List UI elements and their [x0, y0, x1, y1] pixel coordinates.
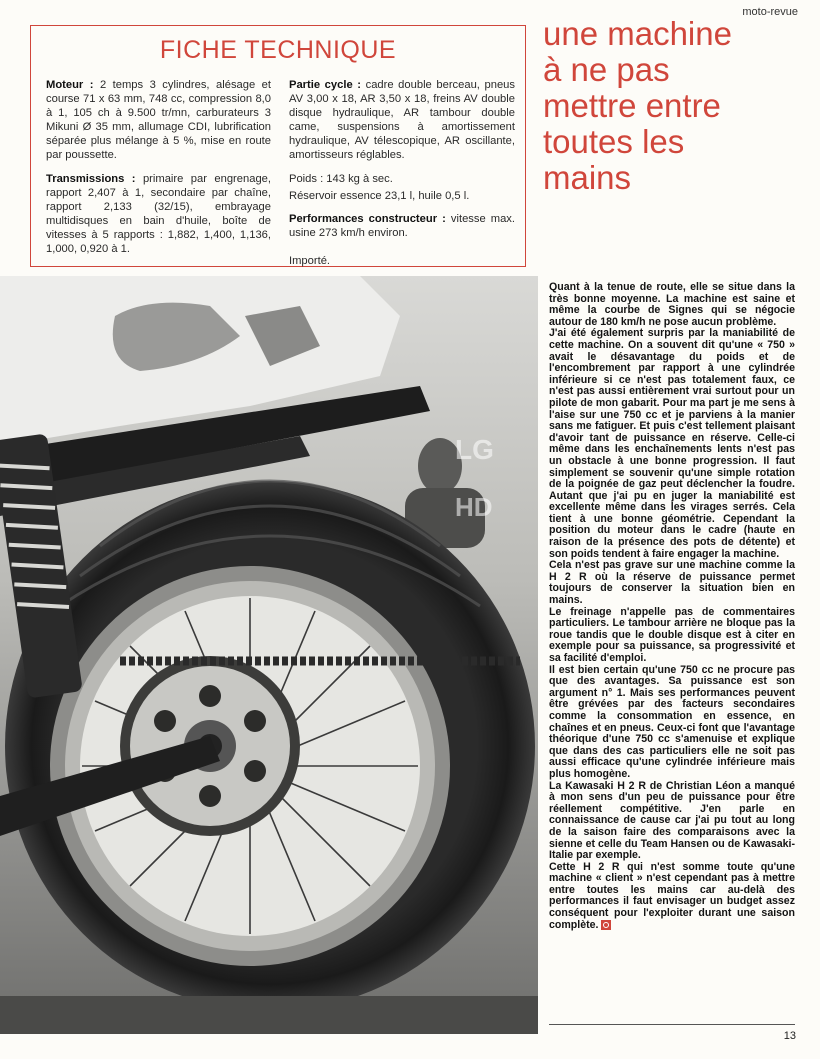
article-paragraph: Quant à la tenue de route, elle se situe dans la très bonne moyenne. La machine est saine et même la courbe de Signes qui se négocie autour de 180 km/h ne pose aucun problème.	[549, 281, 795, 328]
headline-line: toutes les	[543, 123, 685, 160]
article-paragraph: Cela n'est pas grave sur une machine comme la H 2 R où la réserve de puissance permet toujours de conserver la situation bien en mains.	[549, 559, 795, 607]
reservoir-spec: Réservoir essence 23,1 l, huile 0,5 l.	[289, 189, 470, 202]
transmissions-spec	[46, 172, 271, 257]
headline-line: mains	[543, 159, 632, 196]
performances-spec	[289, 212, 515, 240]
magazine-name: moto-revue	[742, 6, 798, 18]
performances-text: vitesse max. usine 273 km/h environ.	[289, 212, 516, 239]
article-paragraph: Le freinage n'appelle pas de commentaires particuliers. Le tambour arrière ne bloque pas la roue tandis que le double disque est à citer en exemple pour sa puissance, sa progressivité et sa facilité d'emploi.	[549, 605, 795, 664]
transmissions-text: primaire par engrenage, rapport 2,407 à 1, secondaire par chaîne, rapport 2,133 (32/15), embrayage multidisques en bain d'huile, boîte de vitesses à 5 rapports : 1,882, 1,400, 1,136, 1,000, 0,920 à 1.	[46, 172, 272, 256]
fiche-technique-box	[30, 25, 526, 267]
page-number: 13	[783, 1030, 796, 1042]
motorcycle-rear-wheel-photo	[0, 276, 538, 1034]
partie-cycle-text: cadre double berceau, pneus AV 3,00 x 18, AR 3,50 x 18, freins AV double disque hydraulique, AR tambour double came, suspensions à amortissement hydraulique, AV télescopique, AR oscillante, amortisseurs réglables.	[289, 79, 515, 162]
photo-drawing	[0, 276, 538, 1034]
transmissions-label: Transmissions :	[46, 172, 136, 185]
article-body	[549, 282, 795, 931]
article-paragraph: J'ai été également surpris par la maniabilité de cette machine. On a souvent dit qu'une « 750 » avait le désavantage du poids et de l'encombrement par rapport à une cylindrée inférieure si ce n'est pas totalement faux, ce n'est pas aussi entièrement vrai surtout pour un pilote de mon gabarit. Pour ma part je me sens à l'aise sur une 750 cc et je parviens à la manier sans me fatiguer. Et puis c'est tellement plaisant d'avoir tant de puissance en réserve. Celle-ci même dans les enchaînements lents n'est pas un obstacle à une bonne progression. Il faut simplement se souvenir qu'une simple rotation de la poignée de gaz peut déclencher la foudre. Autant que j'ai pu en juger la maniabilité est excellente même dans les virages serrés. Cela tient à une bonne géométrie. Cependant la position du moteur dans le cadre (haute en raison de la présence des pots de détente) et son poids tendent à faire engager la machine.	[549, 327, 795, 560]
headline-line: mettre entre	[543, 87, 721, 124]
article-paragraph: Il est bien certain qu'une 750 cc ne procure pas que des avantages. Sa puissance est son argument n° 1. Mais ses performances peuvent être grévées par des facteurs secondaires comme la consommation en essence, en chaînes et en pneus. Ceux-ci font que l'avantage théorique d'une 750 cc s'amenuise et explique que dans des cas particuliers elle ne soit pas aussi efficace qu'une cylindrée inférieure mais plus homogène.	[549, 663, 795, 780]
headline-line: à ne pas	[543, 51, 670, 88]
watermark-hd: HD	[455, 492, 493, 522]
article-paragraph: La Kawasaki H 2 R de Christian Léon a manqué à mon sens d'un peu de puissance pour être réellement compétitive. J'en parle en connaissance de cause car j'ai pu tout au long de la saison faire des comparaisons avec la sienne et celle du Team Hansen ou de Kawasaki-Italie par exemple.	[549, 779, 795, 862]
poids-spec: Poids : 143 kg à sec.	[289, 172, 393, 185]
importe-note: Importé.	[289, 254, 331, 267]
performances-label: Performances constructeur :	[289, 212, 446, 225]
partie-cycle-spec	[289, 78, 515, 163]
watermark-lg: LG	[455, 434, 494, 465]
moteur-text: 2 temps 3 cylindres, alésage et course 71 x 63 mm, 748 cc, compression 8,0 à 1, 105 ch à 9.500 tr/mn, carburateurs 3 Mikuni Ø 35 mm, allumage CDI, lubrification séparée plus mélange à 5 %, mise en route par poussette.	[46, 79, 271, 162]
moteur-label: Moteur :	[46, 79, 94, 91]
end-of-article-icon	[601, 920, 611, 930]
headline-line: une machine	[543, 15, 732, 52]
partie-cycle-label: Partie cycle :	[289, 79, 362, 91]
article-headline	[543, 16, 813, 196]
article-final-text: Cette H 2 R qui n'est somme toute qu'une machine « client » n'est cependant pas à mettre entre toutes les mains car au-delà des performances il faut envisager un budget assez conséquent pour l'exploiter durant une saison complète.	[549, 860, 795, 931]
fiche-column-left	[46, 78, 271, 265]
moteur-spec	[46, 78, 271, 163]
article-paragraph	[549, 862, 795, 932]
fiche-title: FICHE TECHNIQUE	[159, 36, 397, 64]
fiche-column-right	[289, 78, 515, 277]
footer-rule	[549, 1024, 795, 1025]
